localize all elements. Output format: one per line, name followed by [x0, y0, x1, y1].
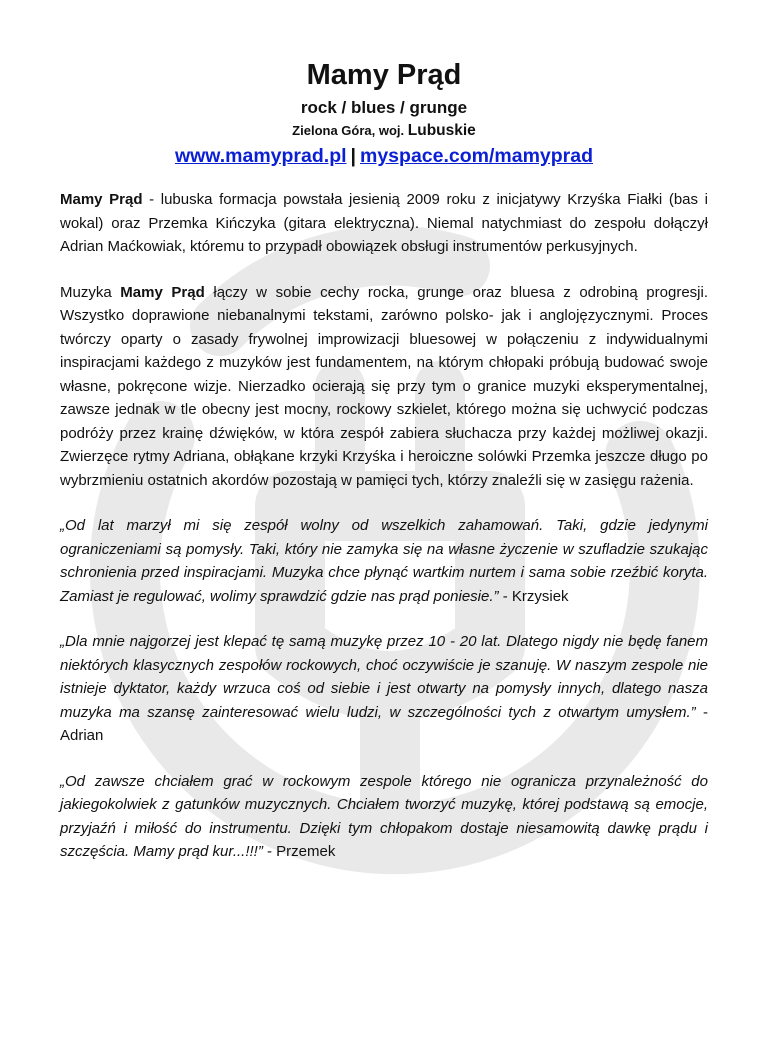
- band-name-bold: Mamy Prąd: [60, 191, 143, 208]
- quote-adrian: [60, 630, 708, 748]
- quote-author: - Adrian: [60, 703, 708, 744]
- quote-author: - Przemek: [262, 843, 336, 860]
- quote-krzysiek: [60, 514, 708, 608]
- quote-przemek: [60, 770, 708, 864]
- location-city: Zielona Góra, woj.: [292, 123, 405, 138]
- intro-paragraph: [60, 188, 708, 259]
- document-page: [0, 56, 768, 864]
- music-text: łączy w sobie cechy rocka, grunge oraz bluesa z odrobiną progresji. Wszystko doprawione niebanalnymi tekstami, zarówno polsko- jak i anglojęzycznymi. Proces twórczy oparty o zasady frywolnej improwizacji bluesowej w połączeniu z indywidualnymi inspiracjami każdego z muzyków jest fundamentem, na którym chłopaki próbują budować swoje własne, pokręcone wizje. Nierzadko ocierają się przy tym o granice muzyki eksperymentalnej, zawsze jednak w tle obecny jest mocny, rockowy szkielet, którego można się uchwycić podczas podróży przez krainę dźwięków, w która zespół zabiera słuchacza przy każdej możliwej okazji. Zwierzęce rytmy Adriana, obłąkane krzyki Krzyśka i heroiczne solówki Przemka jeszcze długo po wybrzmieniu ostatnich akordów pozostają w pamięci tych, którzy znaleźli się w zasięgu rażenia.: [60, 283, 708, 489]
- quote-text: „Od zawsze chciałem grać w rockowym zespole którego nie ogranicza przynależność do jakiegokolwiek z gatunków muzycznych. Chciałem tworzyć muzykę, której podstawą są emocje, przyjaźń i miłość do instrumentu. Dzięki tym chłopakom dostaje niesamowitą dawkę prądu i szczęścia. Mamy prąd kur...!!!”: [60, 772, 708, 860]
- genres-line: rock / blues / grunge: [300, 98, 468, 117]
- myspace-link[interactable]: myspace.com/mamyprad: [360, 145, 594, 167]
- links-line: [60, 143, 708, 169]
- location-line: [60, 121, 708, 141]
- quote-text: „Od lat marzył mi się zespół wolny od wszelkich zahamowań. Taki, gdzie jedynymi ograniczeniami są pomysły. Taki, który nie zamyka się na własne życzenie w szufladzie szukając schronienia przed inspiracjami. Muzyka chce płynąć wartkim nurtem i sama sobie rzeźbić koryta. Zamiast je regulować, wolimy sprawdzić gdzie nas prąd poniesie.”: [60, 517, 708, 605]
- music-lead: Muzyka: [60, 283, 121, 301]
- intro-text: - lubuska formacja powstała jesienią 2009 roku z inicjatywy Krzyśka Fiałki (bas i wokal) oraz Przemka Kińczyka (gitara elektryczna). Niemal natychmiast do zespołu dołączył Adrian Maćkowiak, któremu to przypadł obowiązek obsługi instrumentów perkusyjnych.: [60, 191, 708, 255]
- music-paragraph: [60, 281, 708, 493]
- website-link[interactable]: www.mamyprad.pl: [174, 145, 347, 167]
- band-name-bold: Mamy Prąd: [120, 283, 205, 301]
- link-separator: |: [350, 145, 356, 167]
- band-title: Mamy Prąd: [306, 59, 462, 91]
- location-region: Lubuskie: [407, 122, 476, 139]
- quote-text: „Dla mnie najgorzej jest klepać tę samą muzykę przez 10 - 20 lat. Dlatego nigdy nie będę fanem niektórych klasycznych zespołów rockowych, choć oczywiście je szanuję. W naszym zespole nie istnieje dyktator, każdy wrzuca coś od siebie i jest otwarty na pomysły innych, dlatego nasza muzyka ma szansę zainteresować wielu ludzi, w szczególności tych z otwartym umysłem.”: [60, 633, 708, 721]
- quote-author: - Krzysiek: [498, 587, 569, 605]
